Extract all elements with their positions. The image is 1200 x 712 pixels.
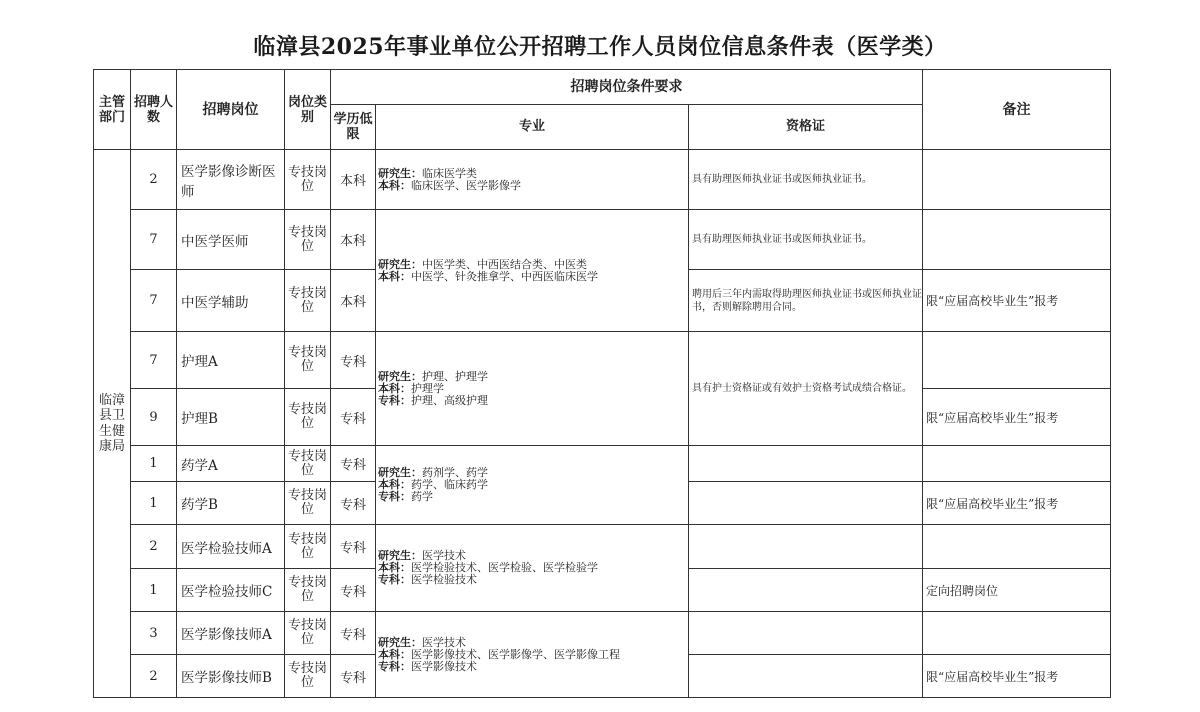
header-education: 学历低限	[331, 105, 376, 150]
label-grad: 研究生：	[378, 166, 422, 180]
category-cell: 专技岗位	[285, 150, 331, 210]
major-cell	[376, 210, 689, 332]
major-bachelor: 中医学、针灸推拿学、中西医临床医学	[411, 269, 598, 283]
table-row	[94, 612, 1111, 655]
major-cell	[376, 150, 689, 210]
edu-cell: 本科	[331, 270, 376, 332]
category-cell: 专技岗位	[285, 655, 331, 698]
category-cell: 专技岗位	[285, 482, 331, 525]
edu-cell: 本科	[331, 210, 376, 270]
count-cell: 2	[131, 655, 177, 698]
position-cell: 药学A	[177, 446, 285, 482]
table-row	[94, 332, 1111, 389]
major-bachelor: 临床医学、医学影像学	[411, 178, 521, 192]
edu-cell: 专科	[331, 389, 376, 446]
cert-cell	[689, 612, 923, 655]
count-cell: 1	[131, 569, 177, 612]
remark-cell: 限“应届高校毕业生”报考	[923, 389, 1111, 446]
edu-cell: 专科	[331, 569, 376, 612]
major-grad: 药剂学、药学	[422, 466, 488, 479]
label-college: 专科：	[378, 393, 411, 407]
major-college: 医学检验技术	[411, 573, 477, 586]
remark-cell	[923, 446, 1111, 482]
major-grad: 中医学类、中西医结合类、中医类	[422, 257, 587, 271]
remark-cell: 定向招聘岗位	[923, 569, 1111, 612]
label-grad: 研究生：	[378, 257, 422, 271]
label-bachelor: 本科：	[378, 561, 411, 574]
count-cell: 3	[131, 612, 177, 655]
label-bachelor: 本科：	[378, 178, 411, 192]
count-cell: 9	[131, 389, 177, 446]
position-cell: 医学检验技师C	[177, 569, 285, 612]
major-grad: 医学技术	[422, 549, 466, 562]
edu-cell: 本科	[331, 150, 376, 210]
header-remark: 备注	[923, 70, 1111, 150]
header-major: 专业	[376, 105, 689, 150]
label-college: 专科：	[378, 490, 411, 503]
category-cell: 专技岗位	[285, 446, 331, 482]
table-row	[94, 210, 1111, 270]
header-position: 招聘岗位	[177, 70, 285, 150]
position-cell: 中医学医师	[177, 210, 285, 270]
count-cell: 7	[131, 210, 177, 270]
position-cell: 药学B	[177, 482, 285, 525]
header-requirements: 招聘岗位条件要求	[331, 70, 923, 105]
label-grad: 研究生：	[378, 369, 422, 383]
remark-cell	[923, 332, 1111, 389]
count-cell: 7	[131, 332, 177, 389]
position-cell: 中医学辅助	[177, 270, 285, 332]
remark-cell	[923, 210, 1111, 270]
remark-cell: 限“应届高校毕业生”报考	[923, 270, 1111, 332]
position-cell: 护理A	[177, 332, 285, 389]
cert-cell: 具有护士资格证或有效护士资格考试成绩合格证。	[689, 332, 923, 446]
header-certificate: 资格证	[689, 105, 923, 150]
table-row	[94, 446, 1111, 482]
major-grad: 临床医学类	[422, 166, 477, 180]
major-bachelor: 医学检验技术、医学检验、医学检验学	[411, 561, 598, 574]
table-row	[94, 150, 1111, 210]
position-cell: 医学影像诊断医师	[177, 150, 285, 210]
category-cell: 专技岗位	[285, 612, 331, 655]
major-bachelor: 护理学	[411, 381, 444, 395]
remark-cell	[923, 612, 1111, 655]
label-college: 专科：	[378, 659, 411, 673]
count-cell: 2	[131, 525, 177, 569]
label-bachelor: 本科：	[378, 478, 411, 491]
job-table	[93, 69, 1111, 698]
count-cell: 7	[131, 270, 177, 332]
category-cell: 专技岗位	[285, 332, 331, 389]
cert-cell: 具有助理医师执业证书或医师执业证书。	[689, 150, 923, 210]
category-cell: 专技岗位	[285, 389, 331, 446]
position-cell: 护理B	[177, 389, 285, 446]
label-grad: 研究生：	[378, 549, 422, 562]
edu-cell: 专科	[331, 332, 376, 389]
remark-cell: 限“应届高校毕业生”报考	[923, 655, 1111, 698]
category-cell: 专技岗位	[285, 210, 331, 270]
label-bachelor: 本科：	[378, 269, 411, 283]
table-row	[94, 525, 1111, 569]
major-cell	[376, 446, 689, 525]
edu-cell: 专科	[331, 525, 376, 569]
major-college: 护理、高级护理	[411, 393, 488, 407]
label-grad: 研究生：	[378, 635, 422, 649]
major-college: 药学	[411, 490, 433, 503]
cert-cell	[689, 525, 923, 569]
cert-cell	[689, 482, 923, 525]
major-grad: 护理、护理学	[422, 369, 488, 383]
category-cell: 专技岗位	[285, 569, 331, 612]
position-cell: 医学影像技师B	[177, 655, 285, 698]
edu-cell: 专科	[331, 655, 376, 698]
major-cell	[376, 332, 689, 446]
remark-cell	[923, 150, 1111, 210]
remark-cell: 限“应届高校毕业生”报考	[923, 482, 1111, 525]
category-cell: 专技岗位	[285, 270, 331, 332]
edu-cell: 专科	[331, 446, 376, 482]
major-cell	[376, 525, 689, 612]
cert-cell	[689, 569, 923, 612]
major-college: 医学影像技术	[411, 659, 477, 673]
label-college: 专科：	[378, 573, 411, 586]
major-bachelor: 医学影像技术、医学影像学、医学影像工程	[411, 647, 620, 661]
major-cell	[376, 612, 689, 698]
position-cell: 医学检验技师A	[177, 525, 285, 569]
count-cell: 1	[131, 446, 177, 482]
header-dept: 主管部门	[94, 70, 131, 150]
label-grad: 研究生：	[378, 466, 422, 479]
position-cell: 医学影像技师A	[177, 612, 285, 655]
major-grad: 医学技术	[422, 635, 466, 649]
header-count: 招聘人数	[131, 70, 177, 150]
label-bachelor: 本科：	[378, 647, 411, 661]
count-cell: 1	[131, 482, 177, 525]
cert-cell: 具有助理医师执业证书或医师执业证书。	[689, 210, 923, 270]
remark-cell	[923, 525, 1111, 569]
label-bachelor: 本科：	[378, 381, 411, 395]
category-cell: 专技岗位	[285, 525, 331, 569]
edu-cell: 专科	[331, 482, 376, 525]
cert-cell: 聘用后三年内需取得助理医师执业证书或医师执业证书，否则解除聘用合同。	[689, 270, 923, 332]
cert-cell	[689, 655, 923, 698]
header-category: 岗位类别	[285, 70, 331, 150]
page-title: 临漳县2025年事业单位公开招聘工作人员岗位信息条件表（医学类）	[253, 34, 947, 60]
cert-cell	[689, 446, 923, 482]
dept-cell: 临漳县卫生健康局	[94, 150, 131, 698]
major-bachelor: 药学、临床药学	[411, 478, 488, 491]
count-cell: 2	[131, 150, 177, 210]
edu-cell: 专科	[331, 612, 376, 655]
